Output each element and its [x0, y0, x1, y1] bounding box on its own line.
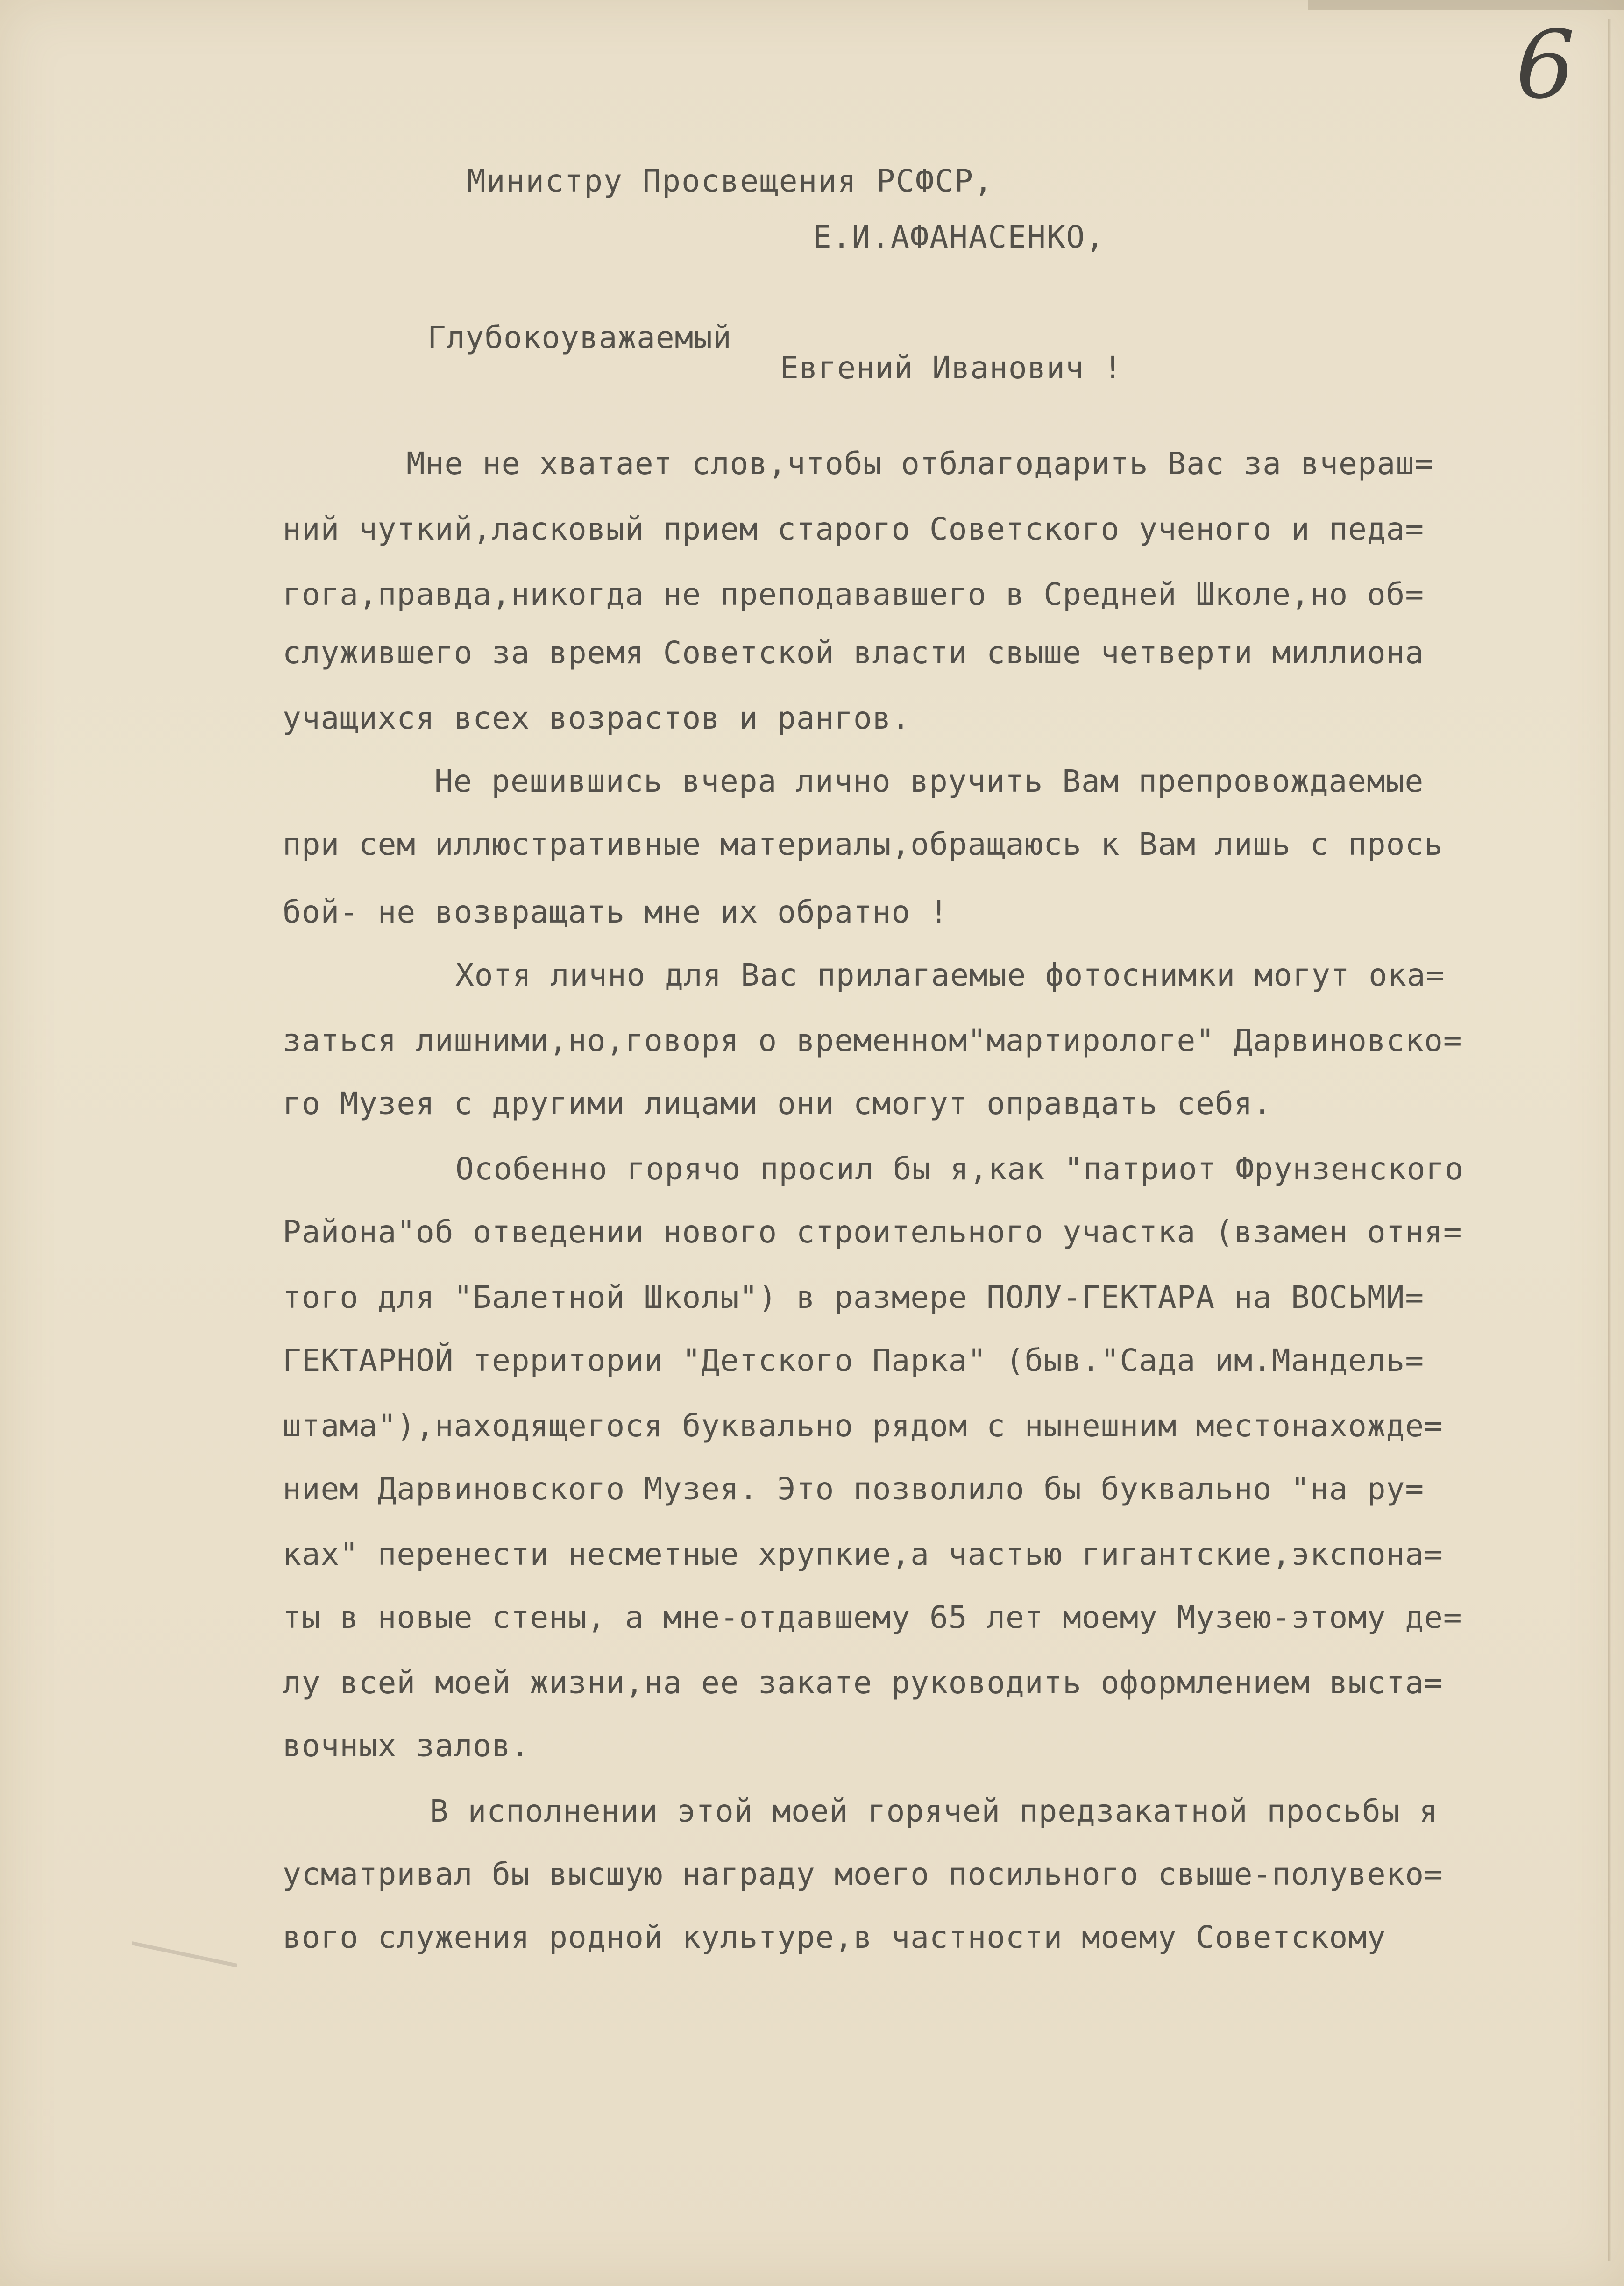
body-line: Мне не хватает слов,чтобы отблагодарить Вас за вчераш= — [406, 446, 1434, 482]
body-line: усматривал бы высшую награду моего посильного свыше-полувеко= — [283, 1856, 1443, 1892]
body-line: Хотя лично для Вас прилагаемые фотоснимки могут ока= — [455, 957, 1445, 993]
body-line: учащихся всех возрастов и рангов. — [283, 700, 911, 736]
body-line: штама"),находящегося буквально рядом с нынешним местонахожде= — [283, 1408, 1443, 1444]
body-line: ГЕКТАРНОЙ территории "Детского Парка" (быв."Сада им.Мандель= — [283, 1342, 1425, 1378]
body-line: Района"об отведении нового строительного участка (взамен отня= — [283, 1214, 1462, 1250]
handwritten-page-number: 6 — [1516, 11, 1575, 120]
body-line: бой- не возвращать мне их обратно ! — [283, 894, 949, 930]
address-line: Е.И.АФАНАСЕНКО, — [813, 219, 1106, 255]
body-line: заться лишними,но,говоря о временном"мартирологе" Дарвиновско= — [283, 1022, 1462, 1058]
body-line: вочных залов. — [283, 1728, 530, 1764]
body-line: того для "Балетной Школы") в размере ПОЛУ-ГЕКТАРА на ВОСЬМИ= — [283, 1279, 1425, 1315]
body-line: служившего за время Советской власти свыше четверти миллиона — [283, 635, 1425, 671]
body-line: вого служения родной культуре,в частности моему Советскому — [283, 1919, 1386, 1955]
body-line: при сем иллюстративные материалы,обращаюсь к Вам лишь с прось — [283, 826, 1443, 862]
body-line: В исполнении этой моей горячей предзакатной просьбы я — [430, 1793, 1438, 1829]
address-line: Министру Просвещения РСФСР, — [467, 163, 993, 199]
salutation-line: Глубокоуважаемый — [427, 319, 732, 355]
body-line: ты в новые стены, а мне-отдавшему 65 лет моему Музею-этому де= — [283, 1599, 1462, 1635]
body-line: гога,правда,никогда не преподававшего в Средней Школе,но об= — [283, 576, 1425, 612]
body-line: нием Дарвиновского Музея. Это позволило бы буквально "на ру= — [283, 1471, 1425, 1507]
body-line: ках" перенести несметные хрупкие,а частью гигантские,экспона= — [283, 1536, 1443, 1572]
body-line: Особенно горячо просил бы я,как "патриот Фрунзенского — [455, 1151, 1464, 1187]
body-line: лу всей моей жизни,на ее закате руководить оформлением выста= — [283, 1665, 1443, 1701]
body-line: Не решившись вчера лично вручить Вам препровождаемые — [434, 763, 1424, 799]
salutation-line: Евгений Иванович ! — [780, 350, 1123, 386]
body-line: го Музея с другими лицами они смогут оправдать себя. — [283, 1086, 1272, 1122]
body-line: ний чуткий,ласковый прием старого Советского ученого и педа= — [283, 511, 1425, 547]
